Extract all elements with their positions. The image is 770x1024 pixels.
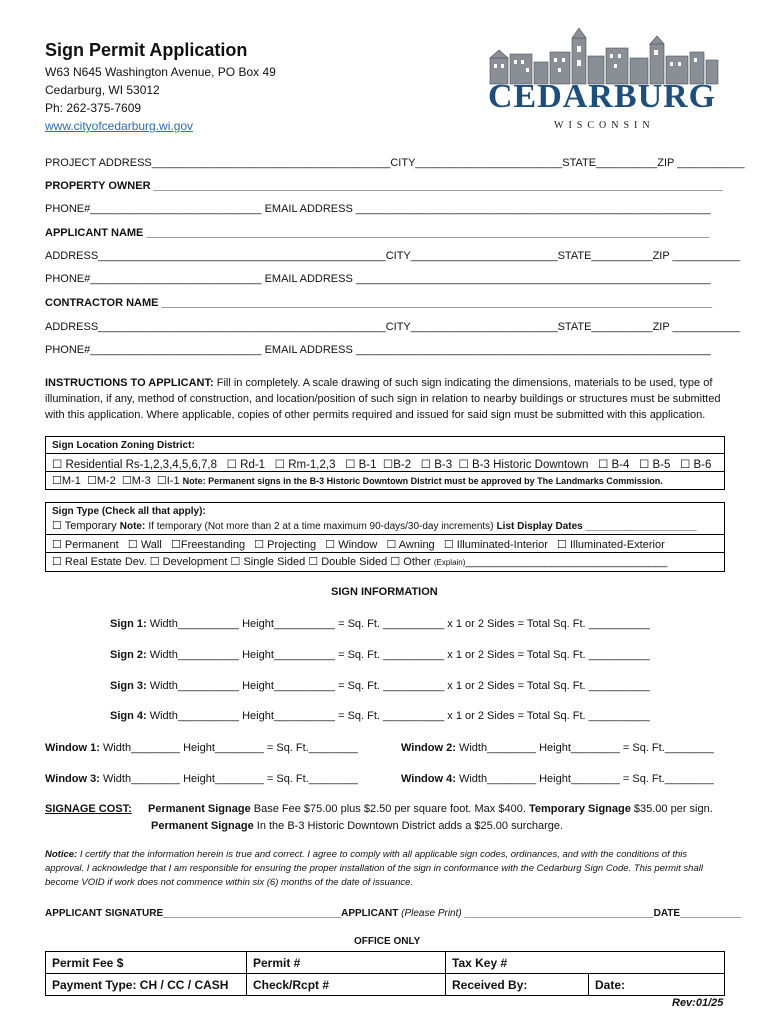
instructions-paragraph xyxy=(45,375,725,423)
list-display-dates[interactable]: List Display Dates ____________________ xyxy=(496,521,697,532)
type-checkbox-freestanding[interactable]: ☐Freestanding xyxy=(170,539,246,551)
zone-checkbox-b4[interactable]: ☐ B-4 xyxy=(597,459,630,471)
notice-paragraph xyxy=(45,848,725,890)
zone-checkbox-b6[interactable]: ☐ B-6 xyxy=(679,459,712,471)
zone-checkbox-b5[interactable]: ☐ B-5 xyxy=(638,459,671,471)
office-date-cell[interactable]: Date: xyxy=(589,974,725,996)
revision-label: Rev:01/25 xyxy=(672,997,724,1009)
instructions-text: Fill in completely. A scale drawing of such sign indicating the dimensions, materials to be used, type of illumination, if any, method of construction, and location/position of such sign in relation to nearby buildings or structures must be submitted with this application. Where applicable, copies of other permits required and issued for said sign must be submitted with this application. xyxy=(45,377,721,421)
permit-number-cell[interactable]: Permit # xyxy=(247,952,446,974)
sign-type-temporary-row: ☐ Temporary Note: If temporary (Not more than 2 at a time maximum 90-days/30-day increments) List Display Dates ____________________ xyxy=(52,520,697,532)
contractor-name-line[interactable]: CONTRACTOR NAME __________________________________________________________________________________________ xyxy=(45,297,713,309)
sign-4-line[interactable]: Sign 4: Width__________ Height__________ = Sq. Ft. __________ x 1 or 2 Sides = Total Sq. Ft. __________ xyxy=(110,710,650,722)
zone-checkbox-b1[interactable]: ☐ B-1 xyxy=(345,459,377,471)
applicant-phone-email-line[interactable]: PHONE#____________________________ EMAIL ADDRESS __________________________________________________________ xyxy=(45,273,711,285)
notice-label: Notice: xyxy=(45,849,78,860)
type-checkbox-permanent[interactable]: ☐ Permanent xyxy=(52,539,119,551)
type-checkbox-wall[interactable]: ☐ Wall xyxy=(127,539,162,551)
check-receipt-cell[interactable]: Check/Rcpt # xyxy=(247,974,446,996)
zoning-header: Sign Location Zoning District: xyxy=(52,440,195,451)
received-by-cell[interactable]: Received By: xyxy=(446,974,589,996)
zone-checkbox-rd1[interactable]: ☐ Rd-1 xyxy=(226,459,266,471)
temporary-note: If temporary (Not more than 2 at a time maximum 90-days/30-day increments) xyxy=(148,521,494,532)
zone-checkbox-b3-historic[interactable]: ☐ B-3 Historic Downtown xyxy=(458,459,589,471)
type-checkbox-awning[interactable]: ☐ Awning xyxy=(386,539,435,551)
office-address-line2: Cedarburg, WI 53012 xyxy=(45,83,160,97)
sign-3-line[interactable]: Sign 3: Width__________ Height__________ = Sq. Ft. __________ x 1 or 2 Sides = Total Sq. Ft. __________ xyxy=(110,680,650,692)
sign-type-row-2 xyxy=(52,538,665,551)
sign-2-line[interactable]: Sign 2: Width__________ Height__________ = Sq. Ft. __________ x 1 or 2 Sides = Total Sq. Ft. __________ xyxy=(110,649,650,661)
zoning-note: Note: Permanent signs in the B-3 Historic Downtown District must be approved by The Landmarks Commission. xyxy=(182,476,663,486)
contractor-phone-email-line[interactable]: PHONE#____________________________ EMAIL ADDRESS __________________________________________________________ xyxy=(45,344,711,356)
payment-type-cell[interactable]: Payment Type: CH / CC / CASH xyxy=(46,974,247,996)
zoning-row-2 xyxy=(52,474,663,487)
type-checkbox-single-sided[interactable]: ☐ Single Sided xyxy=(230,556,306,568)
property-owner-line[interactable]: PROPERTY OWNER _____________________________________________________________________________________________ xyxy=(45,180,723,192)
sign-info-heading: SIGN INFORMATION xyxy=(331,586,438,598)
cost-line-2: Permanent Signage In the B-3 Historic Downtown District adds a $25.00 surcharge. xyxy=(151,820,564,832)
type-checkbox-window[interactable]: ☐ Window xyxy=(325,539,378,551)
page-title: Sign Permit Application xyxy=(45,40,248,60)
explain-line[interactable]: _________________________________ xyxy=(465,556,668,568)
zone-checkbox-rm[interactable]: ☐ Rm-1,2,3 xyxy=(274,459,336,471)
zone-checkbox-m1[interactable]: ☐M-1 xyxy=(52,475,81,487)
type-checkbox-projecting[interactable]: ☐ Projecting xyxy=(254,539,317,551)
type-checkbox-double-sided[interactable]: ☐ Double Sided xyxy=(308,556,388,568)
zoning-district-box xyxy=(45,436,725,490)
cost-line-1: Permanent Signage Base Fee $75.00 plus $2.50 per square foot. Max $400. Temporary Signage $35.00 per sign. xyxy=(148,803,713,815)
signage-cost-label: SIGNAGE COST: xyxy=(45,803,132,815)
type-checkbox-development[interactable]: ☐ Development xyxy=(149,556,228,568)
zone-checkbox-residential[interactable]: ☐ Residential Rs-1,2,3,4,5,6,7,8 xyxy=(52,459,218,471)
explain-label: (Explain) xyxy=(433,558,466,567)
sign-type-row-3 xyxy=(52,555,667,568)
contractor-address-line[interactable]: ADDRESS_______________________________________________CITY________________________STATE__________ZIP ___________ xyxy=(45,321,740,333)
office-address-line1: W63 N645 Washington Avenue, PO Box 49 xyxy=(45,65,276,79)
office-only-table xyxy=(45,951,725,996)
logo-subtitle: WISCONSIN xyxy=(554,120,655,131)
sign-type-header: Sign Type (Check all that apply): xyxy=(52,506,206,517)
project-address-line[interactable]: PROJECT ADDRESS_______________________________________CITY________________________STATE__________ZIP ___________ xyxy=(45,157,745,169)
type-checkbox-real-estate[interactable]: ☐ Real Estate Dev. xyxy=(52,556,147,568)
type-checkbox-illuminated-exterior[interactable]: ☐ Illuminated-Exterior xyxy=(557,539,665,551)
type-checkbox-illuminated-interior[interactable]: ☐ Illuminated-Interior xyxy=(443,539,548,551)
applicant-address-line[interactable]: ADDRESS_______________________________________________CITY________________________STATE__________ZIP ___________ xyxy=(45,250,740,262)
window-2-line[interactable]: Window 2: Width________ Height________ = Sq. Ft.________ xyxy=(401,742,714,754)
window-1-line[interactable]: Window 1: Width________ Height________ = Sq. Ft.________ xyxy=(45,742,358,754)
signature-line[interactable]: APPLICANT SIGNATURE________________________________APPLICANT (Please Print) __________________________________DATE___________ xyxy=(45,908,742,919)
notice-text: I certify that the information herein is true and correct. I agree to comply with all applicable sign codes, ordinances, and with the conditions of this approval. I acknowledge that I am responsible for ensuring the proper installation of the sign in conformance with the Cedarburg Sign Code. This permit shall become VOID if work does not commence within six (6) months of the date of issuance. xyxy=(45,849,703,888)
owner-phone-email-line[interactable]: PHONE#____________________________ EMAIL ADDRESS __________________________________________________________ xyxy=(45,203,711,215)
tax-key-cell[interactable]: Tax Key # xyxy=(446,952,725,974)
instructions-label: INSTRUCTIONS TO APPLICANT: xyxy=(45,377,214,389)
sign-type-box xyxy=(45,502,725,572)
zone-checkbox-b3[interactable]: ☐ B-3 xyxy=(420,459,453,471)
website-link[interactable]: www.cityofcedarburg.wi.gov xyxy=(45,119,194,133)
zone-checkbox-i1[interactable]: ☐I-1 xyxy=(156,475,180,487)
window-3-line[interactable]: Window 3: Width________ Height________ = Sq. Ft.________ xyxy=(45,773,358,785)
cedarburg-logo xyxy=(488,28,720,132)
zone-checkbox-m3[interactable]: ☐M-3 xyxy=(121,475,151,487)
sign-1-line[interactable]: Sign 1: Width__________ Height__________ = Sq. Ft. __________ x 1 or 2 Sides = Total Sq. Ft. __________ xyxy=(110,618,650,630)
zoning-row-1 xyxy=(52,457,711,471)
applicant-name-line[interactable]: APPLICANT NAME ____________________________________________________________________________________________ xyxy=(45,227,710,239)
logo-wordmark: CEDARBURG xyxy=(488,78,717,115)
window-4-line[interactable]: Window 4: Width________ Height________ = Sq. Ft.________ xyxy=(401,773,714,785)
permit-fee-cell[interactable]: Permit Fee $ xyxy=(46,952,247,974)
type-checkbox-temporary[interactable]: ☐ Temporary xyxy=(52,520,117,532)
type-checkbox-other[interactable]: ☐ Other xyxy=(390,556,431,568)
zone-checkbox-m2[interactable]: ☐M-2 xyxy=(86,475,116,487)
office-phone: Ph: 262-375-7609 xyxy=(45,101,142,115)
zone-checkbox-b2[interactable]: ☐B-2 xyxy=(382,459,412,471)
office-only-heading: OFFICE ONLY xyxy=(354,936,421,947)
